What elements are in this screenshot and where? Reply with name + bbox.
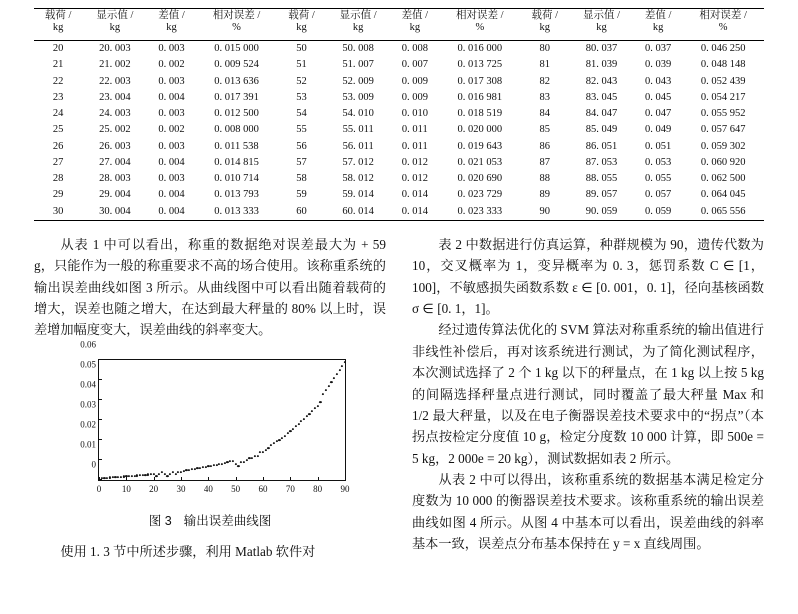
data-point: [243, 461, 245, 463]
x-axis-tick-label: 70: [285, 483, 295, 494]
left-column: [34, 234, 386, 563]
table-cell: 0. 003: [158, 140, 185, 152]
x-axis-tick: [236, 477, 237, 480]
table-cell: 0. 013 333: [214, 205, 259, 217]
table-cell: 0. 012 500: [214, 108, 259, 120]
table-cell: 26: [52, 140, 64, 152]
table-cell: 0. 048 148: [700, 59, 746, 71]
table-cell: 87: [539, 156, 551, 168]
table-cell: 59. 014: [342, 189, 374, 201]
table-row: [34, 204, 764, 221]
figure-title: 输出误差曲线图: [183, 513, 272, 528]
left-paragraph-1: 从表 1 中可以看出，称重的数据绝对误差最大为 + 59 g，只能作为一般的称重要求不高的场合使用。该称重系统的输出误差曲线如图 3 所示。从曲线图中可以看出随着载荷的增大，误差也随之增大，在达到最大秤量的 80% 以上时，误差增加幅度变大，误差曲线的斜率变大。: [34, 236, 386, 338]
table-cell: 0. 054 217: [700, 91, 746, 103]
table-cell: 0. 049: [645, 124, 672, 136]
table-cell: 0. 012: [401, 173, 428, 185]
table-cell: 89: [539, 189, 551, 201]
x-axis-tick-label: 90: [340, 483, 350, 494]
table-cell: 0. 013 725: [457, 59, 503, 71]
y-axis-tick-label: 0: [91, 459, 96, 470]
table-row: [34, 57, 764, 73]
table-cell: 0. 013 636: [214, 75, 259, 87]
table-cell: 0. 011: [401, 140, 428, 152]
table-cell: 0. 004: [158, 156, 185, 168]
right-paragraph-1: 表 2 中数据进行仿真运算，种群规模为 90，遗传代数为 10，交叉概率为 1，变异概率为 0. 3，惩罚系数 C ∈ [1，100]，不敏感损失函数系数 ε ∈ [0. 001，0. 1]，径向基核函数 σ ∈ [0. 1，1]。: [412, 236, 764, 316]
table-cell: 0. 009 524: [214, 59, 259, 71]
table-cell: 86: [539, 140, 551, 152]
table-cell: 25. 002: [99, 124, 131, 136]
data-point: [341, 365, 343, 367]
table-cell: 60: [296, 205, 307, 217]
table-cell: 90. 059: [585, 205, 618, 217]
chart-plot-area: [80, 339, 350, 494]
data-point: [344, 361, 346, 363]
table-cell: 0. 047: [645, 108, 672, 120]
data-point: [270, 444, 272, 446]
data-point: [306, 415, 308, 417]
data-point: [338, 369, 340, 371]
table-cell: 0. 059: [645, 205, 672, 217]
table-cell: 81. 039: [585, 59, 618, 71]
table-cell: 27: [52, 156, 64, 168]
table-cell: 0. 046 250: [682, 41, 764, 58]
table-cell: 57: [296, 156, 307, 168]
figure-number: 图 3: [148, 513, 172, 528]
data-point: [166, 475, 168, 477]
table-cell: 90: [539, 205, 551, 217]
table-cell: 85. 049: [585, 124, 618, 136]
data-point: [287, 432, 289, 434]
x-axis-tick: [318, 477, 319, 480]
table-cell: 0. 051: [645, 140, 672, 152]
col-header-display-3: 显示值 / kg: [582, 10, 620, 34]
table-header: [34, 9, 764, 41]
table-cell: 88: [539, 173, 551, 185]
y-axis-tick: [99, 459, 102, 460]
data-point: [303, 418, 305, 420]
table-cell: 84: [539, 108, 551, 120]
col-header-relerr-2: 相对误差 / %: [456, 10, 504, 34]
table-cell: 28. 003: [99, 173, 131, 185]
table-cell: 0. 016 981: [457, 91, 503, 103]
table-cell: 52. 009: [342, 75, 374, 87]
table-cell: 54: [296, 108, 307, 120]
table-cell: 0. 010 714: [214, 173, 259, 185]
col-header-relerr-1: 相对误差 / %: [212, 10, 261, 34]
left-paragraph-2: 使用 1. 3 节中所述步骤，利用 Matlab 软件对: [60, 544, 316, 559]
table-cell: 82: [539, 75, 551, 87]
data-point: [281, 437, 283, 439]
data-point: [297, 423, 299, 425]
table-cell: 52: [296, 75, 307, 87]
table-cell: 20. 003: [82, 41, 147, 58]
col-header-diff-3: 差值 / kg: [644, 10, 672, 34]
table-row: [34, 106, 764, 122]
data-point: [169, 473, 171, 475]
table-cell: 59: [296, 189, 307, 201]
table-cell: 0. 010: [401, 108, 428, 120]
table-cell: 0. 009: [401, 91, 428, 103]
data-point: [325, 389, 327, 391]
data-point: [158, 473, 160, 475]
table-cell: 0. 004: [158, 91, 185, 103]
x-axis-tick-label: 10: [121, 483, 131, 494]
data-point: [289, 430, 291, 432]
col-header-display-1: 显示值 / kg: [96, 10, 134, 34]
data-point: [311, 410, 313, 412]
data-point: [317, 405, 319, 407]
col-header-display-2: 显示值 / kg: [339, 10, 377, 34]
table-cell: 0. 017 391: [214, 91, 259, 103]
x-axis-tick: [263, 477, 264, 480]
data-point: [232, 460, 234, 462]
table-cell: 80. 037: [569, 41, 634, 58]
y-axis-tick: [99, 439, 102, 440]
table-cell: 0. 003: [158, 173, 185, 185]
table-cell: 55. 011: [342, 124, 374, 136]
data-point: [308, 413, 310, 415]
table-row: [34, 122, 764, 138]
table-row: [34, 90, 764, 106]
data-point: [314, 407, 316, 409]
table-cell: 0. 014: [401, 189, 428, 201]
figure-caption: [34, 511, 386, 531]
table-cell: 0. 002: [158, 124, 185, 136]
table-cell: 0. 059 302: [700, 140, 746, 152]
table-cell: 58. 012: [342, 173, 374, 185]
table-cell: 0. 019 643: [457, 140, 503, 152]
table-cell: 0. 012: [401, 156, 428, 168]
table-cell: 56: [296, 140, 307, 152]
table-cell: 0. 053: [645, 156, 672, 168]
y-axis-tick-label: 0.02: [80, 419, 96, 430]
x-axis-tick-label: 30: [176, 483, 186, 494]
table-cell: 82. 043: [585, 75, 618, 87]
col-header-load-3: 载荷 / kg: [531, 10, 559, 34]
data-point: [262, 451, 264, 453]
col-header-load-1: 载荷 / kg: [44, 10, 72, 34]
table-cell: 0. 055 952: [700, 108, 746, 120]
table-cell: 88. 055: [585, 173, 618, 185]
table-cell: 87. 053: [585, 156, 618, 168]
x-axis-tick-label: 20: [149, 483, 159, 494]
right-paragraph-2: 经过遗传算法优化的 SVM 算法对称重系统的输出值进行非线性补偿后，再对该系统进行测试，为了简化测试程序，本次测试选择了 2 个 1 kg 以下的秤量点，在 1 kg 以上按 5 kg 的间隔选择秤量点进行测试，同时覆盖了最大秤量 Max 和 1/2 最大秤量，以及在电子衡器误差技术要求中的“拐点”（本拐点按检定分度值 10 g，检定分度数 10 000 计算，即 500e = 5 kg，2 000e = 20 kg），测试数据如表 2 所示。: [412, 322, 764, 466]
y-axis-tick: [99, 399, 102, 400]
data-point: [319, 401, 321, 403]
x-axis-tick: [154, 477, 155, 480]
figure-3: [34, 339, 386, 531]
data-point: [246, 459, 248, 461]
table-cell: 23: [52, 91, 64, 103]
measurement-table: [34, 8, 764, 221]
y-axis-tick: [99, 359, 102, 360]
table-cell: 0. 020 000: [457, 124, 503, 136]
table-row: [34, 187, 764, 203]
table-body: [34, 41, 764, 221]
table-cell: 84. 047: [585, 108, 618, 120]
table-cell: 0. 045: [645, 91, 672, 103]
table-cell: 25: [52, 124, 64, 136]
table-cell: 50. 008: [326, 41, 391, 58]
table-cell: 21. 002: [99, 59, 131, 71]
y-axis-tick-label: 0.05: [80, 359, 96, 370]
right-column: [412, 234, 764, 563]
table-cell: 0. 064 045: [700, 189, 746, 201]
x-axis-tick: [208, 477, 209, 480]
data-point: [333, 377, 335, 379]
data-point: [251, 457, 253, 459]
x-axis-tick: [290, 477, 291, 480]
table-cell: 0. 043: [645, 75, 672, 87]
table-cell: 0. 007: [401, 59, 428, 71]
table-cell: 22: [52, 75, 64, 87]
x-axis-tick-label: 80: [313, 483, 323, 494]
table-cell: 51: [296, 59, 307, 71]
table-cell: 0. 060 920: [700, 156, 746, 168]
table-cell: 24: [52, 108, 64, 120]
table-cell: 60. 014: [342, 205, 374, 217]
table-row: [34, 74, 764, 90]
table-cell: 80: [521, 41, 569, 58]
table-cell: 21: [52, 59, 64, 71]
table-cell: 0. 011 538: [214, 140, 259, 152]
table-cell: 0. 002: [158, 59, 185, 71]
y-axis-tick-label: 0.01: [80, 439, 96, 450]
table-cell: 26. 003: [99, 140, 131, 152]
table-cell: 0. 023 729: [457, 189, 503, 201]
data-point: [237, 465, 239, 467]
table-cell: 29: [52, 189, 64, 201]
y-axis-tick-label: 0.04: [80, 379, 96, 390]
table-row: [34, 41, 764, 58]
table-cell: 56. 011: [342, 140, 374, 152]
col-header-diff-2: 差值 / kg: [401, 10, 429, 34]
right-paragraph-3: 从表 2 中可以得出，该称重系统的数据基本满足检定分度数为 10 000 的衡器误差技术要求。该称重系统的输出误差曲线如图 4 所示。从图 4 中基本可以看出，误差曲线的斜率基本一致，误差点分布基本保持在 y = x 直线周围。: [412, 472, 764, 552]
table-cell: 53. 009: [342, 91, 374, 103]
table-cell: 85: [539, 124, 551, 136]
table-cell: 0. 018 519: [457, 108, 503, 120]
data-point: [256, 455, 258, 457]
x-axis-tick-label: 60: [258, 483, 268, 494]
table-cell: 0. 057: [645, 189, 672, 201]
data-point: [174, 473, 176, 475]
table-cell: 0. 008: [391, 41, 439, 58]
data-point: [284, 435, 286, 437]
y-axis-tick: [99, 379, 102, 380]
table-cell: 0. 020 690: [457, 173, 503, 185]
body-columns: [34, 234, 764, 563]
table-cell: 0. 004: [158, 189, 185, 201]
table-cell: 54. 010: [342, 108, 374, 120]
error-curve-chart: [60, 339, 360, 503]
y-axis-tick-label: 0.03: [80, 399, 96, 410]
table-cell: 0. 009: [401, 75, 428, 87]
table-cell: 0. 003: [158, 108, 185, 120]
table-cell: 0. 011: [401, 124, 428, 136]
table-cell: 23. 004: [99, 91, 131, 103]
table-cell: 0. 008 000: [214, 124, 259, 136]
data-point: [295, 425, 297, 427]
table-cell: 0. 004: [158, 205, 185, 217]
table-cell: 0. 013 793: [214, 189, 259, 201]
table-cell: 28: [52, 173, 64, 185]
table-cell: 57. 012: [342, 156, 374, 168]
table-cell: 30: [52, 205, 64, 217]
table-cell: 83: [539, 91, 551, 103]
table-cell: 83. 045: [585, 91, 618, 103]
table-cell: 0. 037: [634, 41, 682, 58]
data-point: [155, 475, 157, 477]
table-cell: 22. 003: [99, 75, 131, 87]
table-cell: 0. 014 815: [214, 156, 259, 168]
y-axis-tick: [99, 419, 102, 420]
table-cell: 0. 003: [147, 41, 195, 58]
data-point: [265, 449, 267, 451]
table-cell: 53: [296, 91, 307, 103]
table-cell: 0. 015 000: [196, 41, 278, 58]
table-cell: 89. 057: [585, 189, 618, 201]
table-cell: 24. 003: [99, 108, 131, 120]
col-header-diff-1: 差值 / kg: [158, 10, 185, 34]
table-row: [34, 155, 764, 171]
table-cell: 0. 003: [158, 75, 185, 87]
data-point: [300, 420, 302, 422]
table-cell: 0. 052 439: [700, 75, 746, 87]
table-cell: 30. 004: [99, 205, 131, 217]
table-row: [34, 171, 764, 187]
data-point: [330, 381, 332, 383]
x-axis-tick-label: 50: [231, 483, 241, 494]
table-cell: 0. 057 647: [700, 124, 746, 136]
table-cell: 0. 021 053: [457, 156, 503, 168]
data-point: [322, 393, 324, 395]
data-point: [336, 373, 338, 375]
x-axis-tick-label: 40: [203, 483, 213, 494]
table-cell: 81: [539, 59, 551, 71]
table-cell: 86. 051: [585, 140, 618, 152]
table-cell: 20: [34, 41, 82, 58]
table-cell: 0. 023 333: [457, 205, 503, 217]
table-row: [34, 139, 764, 155]
data-point: [276, 440, 278, 442]
table-cell: 50: [277, 41, 325, 58]
table-cell: 0. 065 556: [700, 205, 746, 217]
table-cell: 0. 014: [401, 205, 428, 217]
table-cell: 0. 062 500: [700, 173, 746, 185]
table-header-row: [34, 9, 764, 41]
table-cell: 0. 039: [645, 59, 672, 71]
data-point: [273, 442, 275, 444]
table-cell: 29. 004: [99, 189, 131, 201]
x-axis-tick: [181, 477, 182, 480]
table-cell: 0. 017 308: [457, 75, 503, 87]
data-point: [278, 439, 280, 441]
col-header-relerr-3: 相对误差 / %: [699, 10, 747, 34]
x-axis-tick: [345, 477, 346, 480]
col-header-load-2: 载荷 / kg: [288, 10, 315, 34]
x-axis-tick-label: 0: [96, 483, 102, 494]
table-cell: 0. 055: [645, 173, 672, 185]
data-point: [328, 385, 330, 387]
table-cell: 27. 004: [99, 156, 131, 168]
table-cell: 55: [296, 124, 307, 136]
table-cell: 0. 016 000: [439, 41, 521, 58]
table-cell: 51. 007: [342, 59, 374, 71]
data-point: [292, 428, 294, 430]
y-axis-tick-label: 0.06: [80, 339, 96, 350]
table-cell: 58: [296, 173, 307, 185]
data-point: [267, 447, 269, 449]
